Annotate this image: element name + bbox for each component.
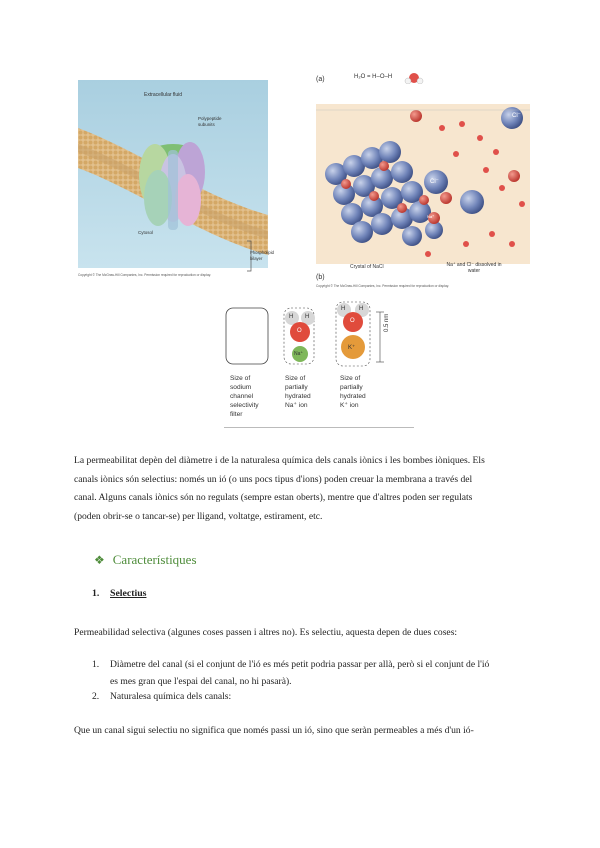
- polypeptide-label: Polypeptide subunits: [198, 116, 222, 127]
- permeability-paragraph: La permeabilitat depèn del diàmetre i de la naturalesa química dels canals iònics i les bombes iòniques. Els canals iònics són selectius: només un ió (o uns pocs tipus d'ions) poden creuar la membrana a través del canal. Alguns canals iònics són no regulats (sempre estan oberts), mentre que d'altres poden ser regulats (poden obrir-se o tancar-se) per lligand, voltatge, estirament, etc.: [74, 455, 485, 522]
- h-atom-label-4: H: [359, 306, 364, 312]
- scale-label: 0.5 nm: [384, 313, 390, 332]
- na-atom-label: Na⁺: [294, 351, 304, 357]
- figure-b-credit: Copyright © The McGraw-Hill Companies, Inc. Permission required for reproduction or display.: [316, 284, 449, 288]
- k-atom-label: K⁺: [348, 345, 356, 351]
- section-heading: [94, 552, 197, 568]
- closing-paragraph: Que un canal sigui selectiu no significa que només passi un ió, sino que seràn permeables a més d'un ió-: [74, 725, 474, 736]
- panel-a-label: (a): [316, 76, 325, 83]
- h-atom-label-1: H: [289, 314, 294, 320]
- panel-b-label: (b): [316, 274, 325, 281]
- h-atom-label-2: H: [305, 314, 310, 320]
- nacl-dissolution-figure: [314, 68, 532, 290]
- cytosol-label: Cytosol: [138, 230, 154, 235]
- na-ion-label: Na⁺: [427, 214, 435, 219]
- list-item: 2. Naturalesa química dels canals:: [92, 688, 231, 705]
- list-item: 1. Diàmetre del canal (si el conjunt de l'ió es més petit podria passar per allà, però si el conjunt de l'ió es mes gran que l'espai del canal, no hi pasarà).: [92, 656, 489, 690]
- sodium-channel-caption: Size of sodium channel selectivity filter: [230, 375, 259, 418]
- figure-c-rule: [224, 427, 414, 428]
- crystal-label: Crystal of NaCl: [350, 264, 384, 270]
- subheading-selectius: [92, 588, 146, 599]
- bilayer-label: Phospholipid bilayer: [250, 250, 274, 261]
- selectivity-paragraph: Permeabilidad selectiva (algunes coses passen i altres no). Es selectiu, aquesta depen de dues coses:: [74, 627, 458, 638]
- water-molecule-icon: [404, 70, 424, 84]
- list-number: 2.: [92, 691, 100, 702]
- bilayer-bracket: [246, 240, 254, 272]
- water-equation: H₂O = H–O–H: [354, 74, 393, 80]
- channel-size-figure: [224, 300, 414, 430]
- dissolved-label: Na⁺ and Cl⁻ dissolved in water: [446, 262, 502, 274]
- cl-ion-label-2: Cl⁻: [430, 179, 439, 185]
- membrane-channel-illustration: [78, 80, 268, 278]
- diamond-bullet-icon: ❖: [94, 553, 105, 567]
- na-ion-caption: Size of partially hydrated Na⁺ ion: [285, 375, 311, 409]
- subheading-text: Selectius: [110, 588, 147, 599]
- subheading-number: 1.: [92, 588, 100, 599]
- k-ion-caption: Size of partially hydrated K⁺ ion: [340, 375, 366, 409]
- figure-a-credit: Copyright © The McGraw-Hill Companies, Inc. Permission required for reproduction or display.: [78, 273, 211, 277]
- cl-ion-label: Cl⁻: [512, 113, 521, 119]
- hydrated-ion-illustration: [224, 300, 414, 372]
- section-heading-text: Característiques: [112, 552, 197, 567]
- list-number: 1.: [92, 659, 100, 670]
- extracellular-label: Extracellular fluid: [144, 92, 183, 98]
- membrane-channel-figure: [78, 80, 274, 278]
- h-atom-label-3: H: [341, 306, 346, 312]
- nacl-crystal-illustration: [316, 104, 530, 264]
- o-atom-label-2: O: [350, 318, 355, 324]
- o-atom-label-1: O: [297, 328, 302, 334]
